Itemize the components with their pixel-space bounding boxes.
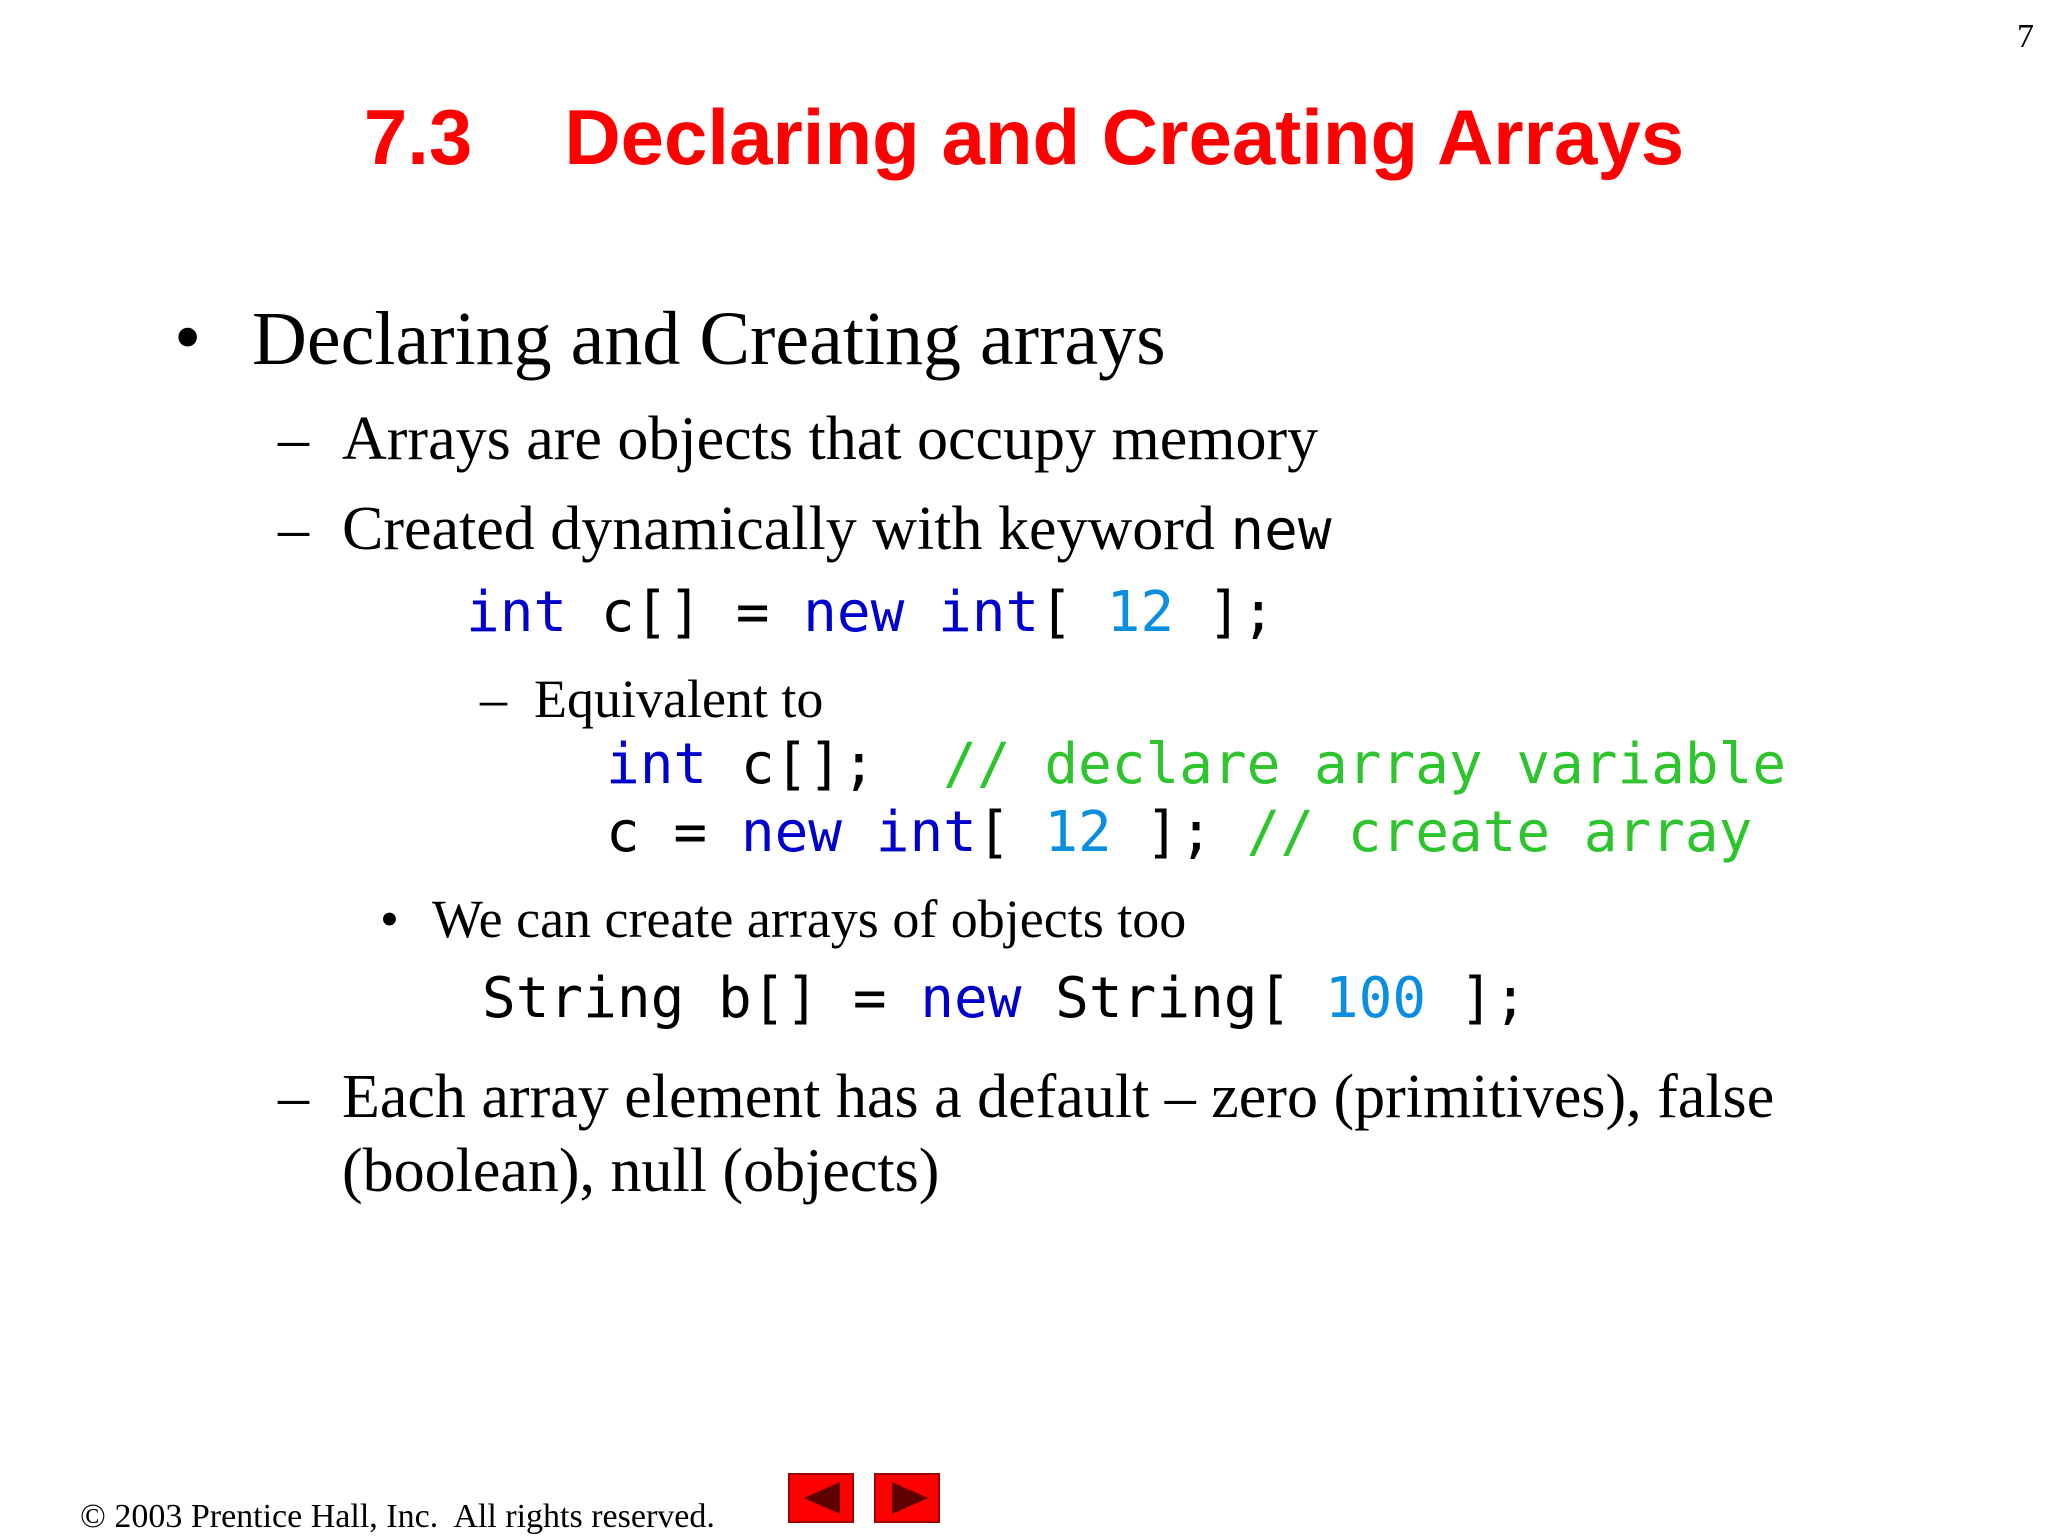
code-text [904,580,938,645]
code-text [842,800,876,865]
code-literal: 12 [1106,580,1175,645]
code-keyword: int [938,580,1040,645]
code-comment: // create array [1246,800,1753,865]
dash-marker: – [278,1063,309,1131]
code-text: ]; [1174,580,1276,645]
title-text: Declaring and Creating Arrays [564,93,1685,181]
copyright-footer [80,1498,715,1536]
code-line-4 [482,966,1527,1031]
code-comment: // declare array variable [943,732,1787,797]
code-text: c[]; [707,732,944,797]
code-keyword: int [875,800,977,865]
code-line-2 [606,732,1786,797]
left-arrow-icon [804,1482,840,1514]
slide-title [0,92,2048,183]
bullet-dot: • [174,293,202,380]
code-line-1 [466,580,1275,645]
code-keyword: new [920,966,1022,1031]
code-keyword: new [803,580,905,645]
sub-default-values-line-2: (boolean), null (objects) [342,1137,940,1205]
code-keyword: new [740,800,843,865]
bullet-arrays-of-objects: We can create arrays of objects too [432,889,1187,949]
code-text: c[] = [567,580,804,645]
code-text: [ [976,800,1045,865]
previous-slide-button[interactable] [788,1473,854,1523]
title-number: 7.3 [363,93,473,181]
keyword-new: new [1230,498,1332,563]
dash-marker: – [480,669,507,729]
sub-created-dynamically [342,494,1332,565]
sub-equivalent-to: Equivalent to [534,669,824,729]
right-arrow-icon [892,1482,928,1514]
sub-created-text: Created dynamically with keyword [342,495,1231,563]
code-text: String[ [1021,966,1325,1031]
bullet-declaring-creating: Declaring and Creating arrays [252,297,1166,381]
code-keyword: int [466,580,568,645]
sub-default-values-line-1: Each array element has a default – zero (primitives), false [342,1063,1775,1131]
code-line-3 [606,800,1752,865]
copyright-text: 2003 Prentice Hall, Inc. All rights reserved. [105,1498,715,1535]
bullet-dot: • [380,889,399,949]
code-keyword: int [606,732,708,797]
code-text: [ [1039,580,1107,645]
dash-marker: – [278,405,309,473]
dash-marker: – [278,495,309,563]
code-text: c = [606,800,741,865]
code-text: String b[] = [482,966,921,1031]
copyright-symbol: © [80,1498,106,1535]
sub-arrays-objects: Arrays are objects that occupy memory [342,405,1319,473]
page-number: 7 [2017,18,2034,55]
code-literal: 12 [1044,800,1112,865]
code-text: ]; [1111,800,1247,865]
next-slide-button[interactable] [874,1473,940,1523]
code-literal: 100 [1324,966,1427,1031]
code-text: ]; [1426,966,1528,1031]
